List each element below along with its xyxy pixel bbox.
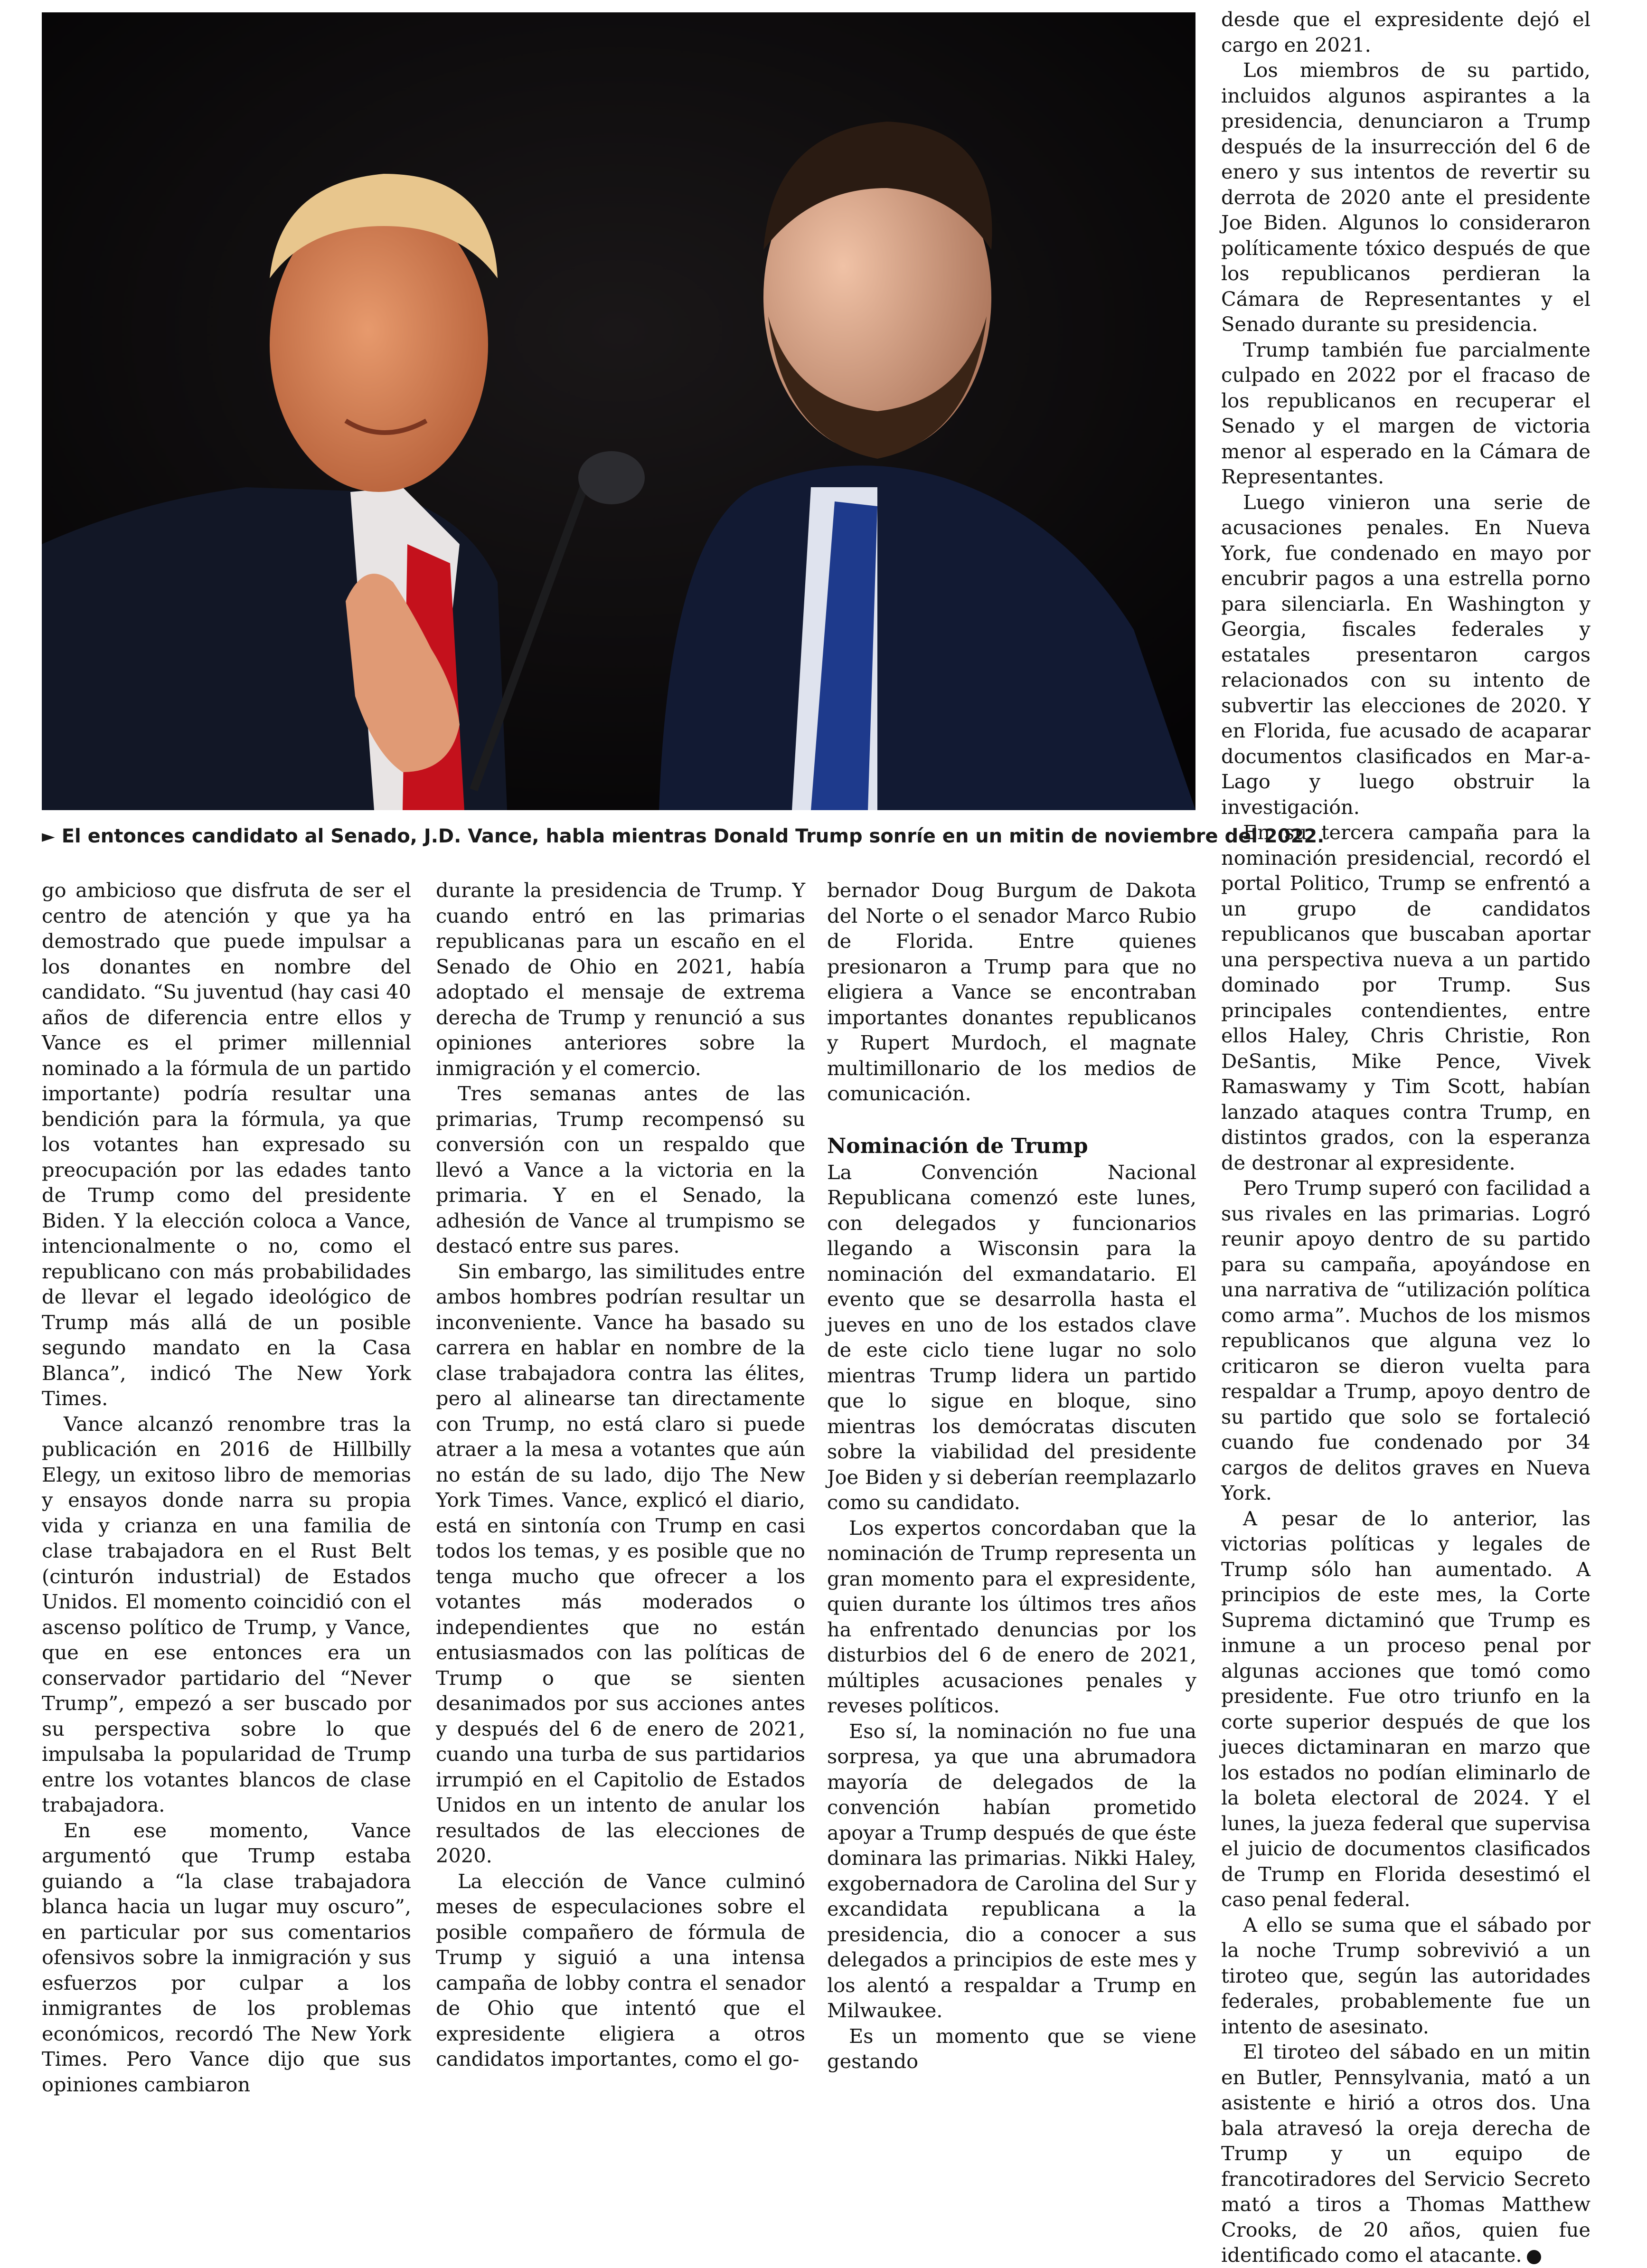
paragraph: durante la presidencia de Trump. Y cuando entró en las primarias republicanas para un escaño en el Senado de Ohio en 2021, había adoptado el mensaje de extrema derecha de Trump y renunció a sus opiniones anteriores sobre la inmigración y el comercio. — [436, 879, 805, 1080]
paragraph: bernador Doug Burgum de Dakota del Norte o el senador Marco Rubio de Florida. Entre quienes presionaron a Trump para que no eligiera a Vance se encontraban importantes donantes republicanos y Rupert Murdoch, el magnate multimillonario de los medios de comunicación. — [827, 879, 1196, 1105]
paragraph: La Convención Nacional Republicana comenzó este lunes, con delegados y funcionarios llegando a Wisconsin para la nominación del exmandatario. El evento que se desarrolla hasta el jueves en uno de los estados clave de este ciclo tiene lugar no solo mientras Trump lidera un partido que lo sigue en bloque, sino mientras los demócratas discuten sobre la viabilidad del presidente Joe Biden y si deberían reemplazarlo como su candidato. — [827, 1160, 1196, 1514]
article-column-4 — [1221, 7, 1591, 2268]
paragraph: La elección de Vance culminó meses de especulaciones sobre el posible compañero de fórmula de Trump y siguió a una intensa campaña de lobby contra el senador de Ohio que intentó que el expresidente eligiera a otros candidatos importantes, como el go- — [436, 1869, 805, 2070]
end-of-article-icon — [1527, 2250, 1541, 2264]
paragraph: Tres semanas antes de las primarias, Trump recompensó su conversión con un respaldo que llevó a Vance a la victoria en la primaria. Y en el Senado, la adhesión de Vance al trumpismo se destacó entre sus pares. — [436, 1082, 805, 1257]
paragraph-final — [1221, 2039, 1591, 2268]
article-column-3 — [827, 878, 1196, 2074]
paragraph: Trump también fue parcialmente culpado en 2022 por el fracaso de los republicanos en recuperar el Senado y el margen de victoria menor al esperado en la Cámara de Representantes. — [1221, 338, 1591, 488]
photo-caption — [42, 825, 1325, 847]
paragraph: En ese momento, Vance argumentó que Trump estaba guiando a “la clase trabajadora blanca hacia un lugar muy oscuro”, en particular por sus comentarios ofensivos sobre la inmigración y sus esfuerzos por culpar a los inmigrantes de los problemas económicos, recordó The New York Times. Pero Vance dijo que sus opiniones cambiaron — [42, 1818, 411, 2096]
caption-text: El entonces candidato al Senado, J.D. Vance, habla mientras Donald Trump sonríe en un mitin de noviembre del 2022. — [61, 825, 1325, 847]
section-heading: Nominación de Trump — [827, 1134, 1088, 1158]
caption-marker-icon: ► — [42, 826, 55, 846]
paragraph-text: El tiroteo del sábado en un mitin en Butler, Pennsylvania, mató a un asistente e hirió a otros dos. Una bala atravesó la oreja derecha de Trump y un equipo de francotiradores del Servicio Secreto mató a tiros a Thomas Matthew Crooks, de 20 años, quien fue identificado como el atacante. — [1221, 2040, 1591, 2267]
paragraph: Luego vinieron una serie de acusaciones penales. En Nueva York, fue condenado en mayo por encubrir pagos a una estrella porno para silenciarla. En Washington y Georgia, fiscales federales y estatales presentaron cargos relacionados con su intento de subvertir las elecciones de 2020. Y en Florida, fue acusado de acaparar documentos clasificados en Mar-a-Lago y luego obstruir la investigación. — [1221, 490, 1591, 819]
paragraph: A ello se suma que el sábado por la noche Trump sobrevivió a un tiroteo que, según las autoridades federales, probablemente fue un intento de asesinato. — [1221, 1913, 1591, 2038]
paragraph: desde que el expresidente dejó el cargo en 2021. — [1221, 8, 1591, 57]
paragraph: go ambicioso que disfruta de ser el centro de atención y que ya ha demostrado que puede impulsar a los donantes en nombre del candidato. “Su juventud (hay casi 40 años de diferencia entre ellos y Vance es el primer millennial nominado a la fórmula de un partido importante) podría resultar una bendición para la fórmula, ya que los votantes han expresado su preocupación por las edades tanto de Trump como del presidente Biden. Y la elección coloca a Vance, intencionalmente o no, como el republicano con más probabilidades de llevar el legado ideológico de Trump más allá de un posible segundo mandato en la Casa Blanca”, indicó The New York Times. — [42, 879, 411, 1410]
article-column-2 — [436, 878, 805, 2072]
paragraph: A pesar de lo anterior, las victorias políticas y legales de Trump sólo han aumentado. A principios de este mes, la Corte Suprema dictaminó que Trump es inmune a un proceso penal por algunas acciones que tomó como presidente. Fue otro triunfo en la corte superior después de que los jueces dictaminaran en marzo que los estados no podían eliminarlo de la boleta electoral de 2024. Y el lunes, la jueza federal que supervisa el juicio de documentos clasificados de Trump en Florida desestimó el caso penal federal. — [1221, 1506, 1591, 1911]
paragraph: Sin embargo, las similitudes entre ambos hombres podrían resultar un inconveniente. Vance ha basado su carrera en hablar en nombre de la clase trabajadora contra las élites, pero al alinearse tan directamente con Trump, no está claro si puede atraer a la mesa a votantes que aún no están de su lado, dijo The New York Times. Vance, explicó el diario, está en sintonía con Trump en casi todos los temas, y es posible que no tenga mucho que ofrecer a los votantes más moderados o independientes que no están entusiasmados con las políticas de Trump o que se sienten desanimados por sus acciones antes y después del 6 de enero de 2021, cuando una turba de sus partidarios irrumpió en el Capitolio de Estados Unidos en un intento de anular los resultados de las elecciones de 2020. — [436, 1259, 805, 1867]
article-column-1 — [42, 878, 411, 2097]
paragraph: Los miembros de su partido, incluidos algunos aspirantes a la presidencia, denunciaron a Trump después de la insurrección del 6 de enero y sus intentos de revertir su derrota de 2020 ante el presidente Joe Biden. Algunos lo consideraron políticamente tóxico después de que los republicanos perdieran la Cámara de Representantes y el Senado durante su presidencia. — [1221, 58, 1591, 336]
paragraph: Pero Trump superó con facilidad a sus rivales en las primarias. Logró reunir apoyo dentro de su partido para su campaña, apoyándose en una narrativa de “utilización política como arma”. Muchos de los mismos republicanos que alguna vez lo criticaron se dieron vuelta para respaldar a Trump, apoyo dentro de su partido que solo se fortaleció cuando fue condenado por 34 cargos de delitos graves en Nueva York. — [1221, 1176, 1591, 1504]
article-photo — [42, 12, 1195, 810]
paragraph: En su tercera campaña para la nominación presidencial, recordó el portal Politico, Trump se enfrentó a un grupo de candidatos republicanos que buscaban aportar una perspectiva nueva a un partido dominado por Trump. Sus principales contendientes, entre ellos Haley, Chris Christie, Ron DeSantis, Mike Pence, Vivek Ramaswamy y Tim Scott, habían lanzado ataques contra Trump, en distintos grados, con la esperanza de destronar al expresidente. — [1221, 821, 1591, 1174]
paragraph: Los expertos concordaban que la nominación de Trump representa un gran momento para el expresidente, quien durante los últimos tres años ha enfrentado denuncias por los disturbios del 6 de enero de 2021, múltiples acusaciones penales y reveses políticos. — [827, 1516, 1196, 1717]
paragraph: Es un momento que se viene gestando — [827, 2024, 1196, 2073]
photo-trump-vance-rally-icon — [42, 12, 1195, 810]
paragraph: Eso sí, la nominación no fue una sorpresa, ya que una abrumadora mayoría de delegados de la convención habían prometido apoyar a Trump después de que éste dominara las primarias. Nikki Haley, exgobernadora de Carolina del Sur y excandidata republicana a la presidencia, dio a conocer a sus delegados a principios de este mes y los alentó a respaldar a Trump en Milwaukee. — [827, 1719, 1196, 2022]
paragraph: Vance alcanzó renombre tras la publicación en 2016 de Hillbilly Elegy, un exitoso libro de memorias y ensayos donde narra su propia vida y crianza en una familia de clase trabajadora en el Rust Belt (cinturón industrial) de Estados Unidos. El momento coincidió con el ascenso político de Trump, y Vance, que en ese entonces era un conservador partidario del “Never Trump”, empezó a ser buscado por su perspectiva sobre lo que impulsaba la popularidad de Trump entre los votantes blancos de clase trabajadora. — [42, 1412, 411, 1816]
